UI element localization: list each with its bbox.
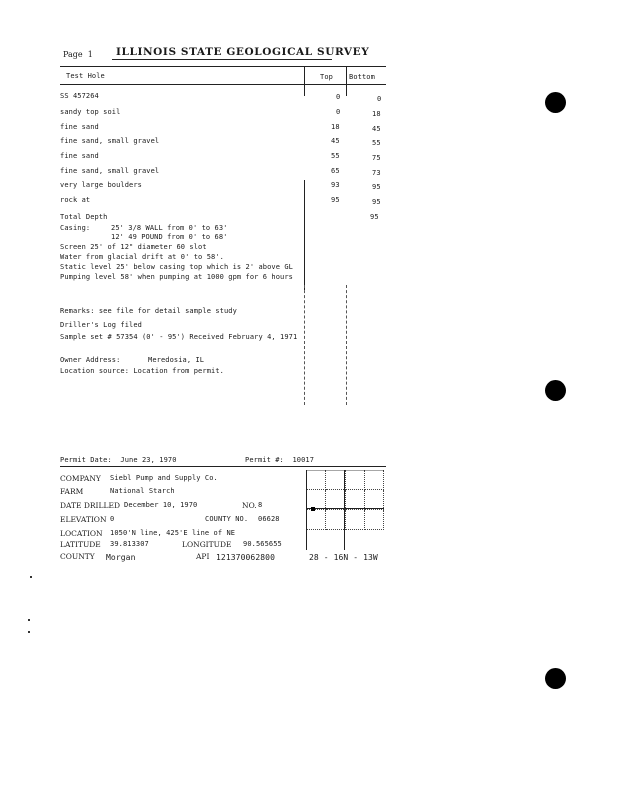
row-name: fine sand [60, 152, 99, 160]
elevation-value: 0 [110, 515, 115, 523]
api-label: API [196, 552, 210, 561]
casing-label: Casing: [60, 224, 91, 232]
row-top: 0 [336, 93, 341, 101]
column-bottom: Bottom [349, 73, 375, 81]
dashed-divider [346, 285, 347, 405]
column-divider-2 [346, 66, 347, 96]
water-note: Water from glacial drift at 0' to 58'. [60, 253, 224, 261]
latitude-value: 39.813307 [110, 540, 149, 548]
sample-set-note: Sample set # 57354 (0' - 95') Received February 4, 1971 [60, 333, 298, 341]
binder-hole [545, 92, 566, 113]
remarks-note: Remarks: see file for detail sample study [60, 307, 237, 315]
scan-speck [30, 576, 32, 578]
row-bottom: 75 [372, 154, 381, 162]
row-name: SS 457264 [60, 92, 99, 100]
scan-speck [28, 631, 30, 633]
row-top: 93 [331, 181, 340, 189]
header-rule-bottom [60, 84, 386, 85]
drillers-log-note: Driller's Log filed [60, 321, 142, 329]
section-locator-grid [306, 470, 384, 550]
permit-number-value: 10017 [292, 456, 315, 464]
row-top: 45 [331, 137, 340, 145]
section-township-range: 28 - 16N - 13W [309, 553, 378, 562]
county-no-label: COUNTY NO. [205, 515, 249, 523]
row-name: rock at [60, 196, 91, 204]
row-bottom: 95 [372, 198, 381, 206]
county-no-value: 06628 [258, 515, 280, 523]
location-value: 1050'N line, 425'E line of NE [110, 529, 236, 537]
row-name: fine sand [60, 123, 99, 131]
row-name: fine sand, small gravel [60, 167, 160, 175]
company-label: COMPANY [60, 474, 101, 483]
row-bottom: 0 [377, 95, 382, 103]
row-bottom: 95 [372, 183, 381, 191]
column-divider-1 [304, 66, 305, 96]
row-top: 65 [331, 167, 340, 175]
column-divider-3 [304, 180, 305, 290]
permit-number-label: Permit #: [245, 456, 284, 464]
farm-label: FARM [60, 487, 84, 496]
row-top: 55 [331, 152, 340, 160]
total-depth-value: 95 [370, 213, 379, 221]
page-number: 1 [87, 50, 93, 59]
casing-line-2: 12' 49 POUND from 0' to 68' [111, 233, 228, 241]
binder-hole [545, 668, 566, 689]
no-label: NO. [242, 501, 257, 510]
permit-date-value: June 23, 1970 [120, 456, 177, 464]
screen-note: Screen 25' of 12" diameter 60 slot [60, 243, 207, 251]
dashed-divider [304, 285, 305, 405]
total-depth-label: Total Depth [60, 213, 108, 221]
row-name: sandy top soil [60, 108, 121, 116]
county-value: Morgan [106, 553, 136, 562]
binder-hole [545, 380, 566, 401]
location-label: LOCATION [60, 529, 103, 538]
location-marker [311, 507, 315, 511]
permit-rule [60, 466, 386, 467]
elevation-label: ELEVATION [60, 515, 107, 524]
row-name: fine sand, small gravel [60, 137, 160, 145]
latitude-label: LATITUDE [60, 540, 101, 549]
pumping-level-note: Pumping level 58' when pumping at 1000 gpm for 6 hours [60, 273, 293, 281]
row-top: 95 [331, 196, 340, 204]
api-value: 121370062800 [216, 553, 275, 562]
row-name: very large boulders [60, 181, 142, 189]
location-source-note: Location source: Location from permit. [60, 367, 224, 375]
static-level-note: Static level 25' below casing top which is 2' above GL [60, 263, 293, 271]
owner-address-label: Owner Address: [60, 356, 121, 364]
row-bottom: 45 [372, 125, 381, 133]
column-top: Top [320, 73, 333, 81]
scan-speck [28, 619, 30, 621]
date-drilled-value: December 10, 1970 [124, 501, 198, 509]
owner-address-value: Meredosia, IL [148, 356, 205, 364]
header-rule-top [60, 66, 386, 67]
column-test-hole: Test Hole [66, 72, 105, 80]
row-bottom: 18 [372, 110, 381, 118]
casing-line-1: 25' 3/8 WALL from 0' to 63' [111, 224, 228, 232]
document-title: ILLINOIS STATE GEOLOGICAL SURVEY [116, 46, 370, 58]
row-top: 0 [336, 108, 341, 116]
date-drilled-label: DATE DRILLED [60, 501, 120, 510]
farm-value: National Starch [110, 487, 175, 495]
county-label: COUNTY [60, 552, 95, 561]
permit-date-label: Permit Date: [60, 456, 112, 464]
company-value: Siebl Pump and Supply Co. [110, 474, 218, 482]
row-bottom: 73 [372, 169, 381, 177]
permit-number [245, 456, 314, 464]
longitude-value: 90.565655 [243, 540, 282, 548]
row-bottom: 55 [372, 139, 381, 147]
title-underline [112, 59, 332, 60]
page-label: Page 1 [63, 50, 93, 59]
row-top: 18 [331, 123, 340, 131]
no-value: 8 [258, 501, 263, 509]
permit-date [60, 456, 177, 464]
longitude-label: LONGITUDE [182, 540, 232, 549]
